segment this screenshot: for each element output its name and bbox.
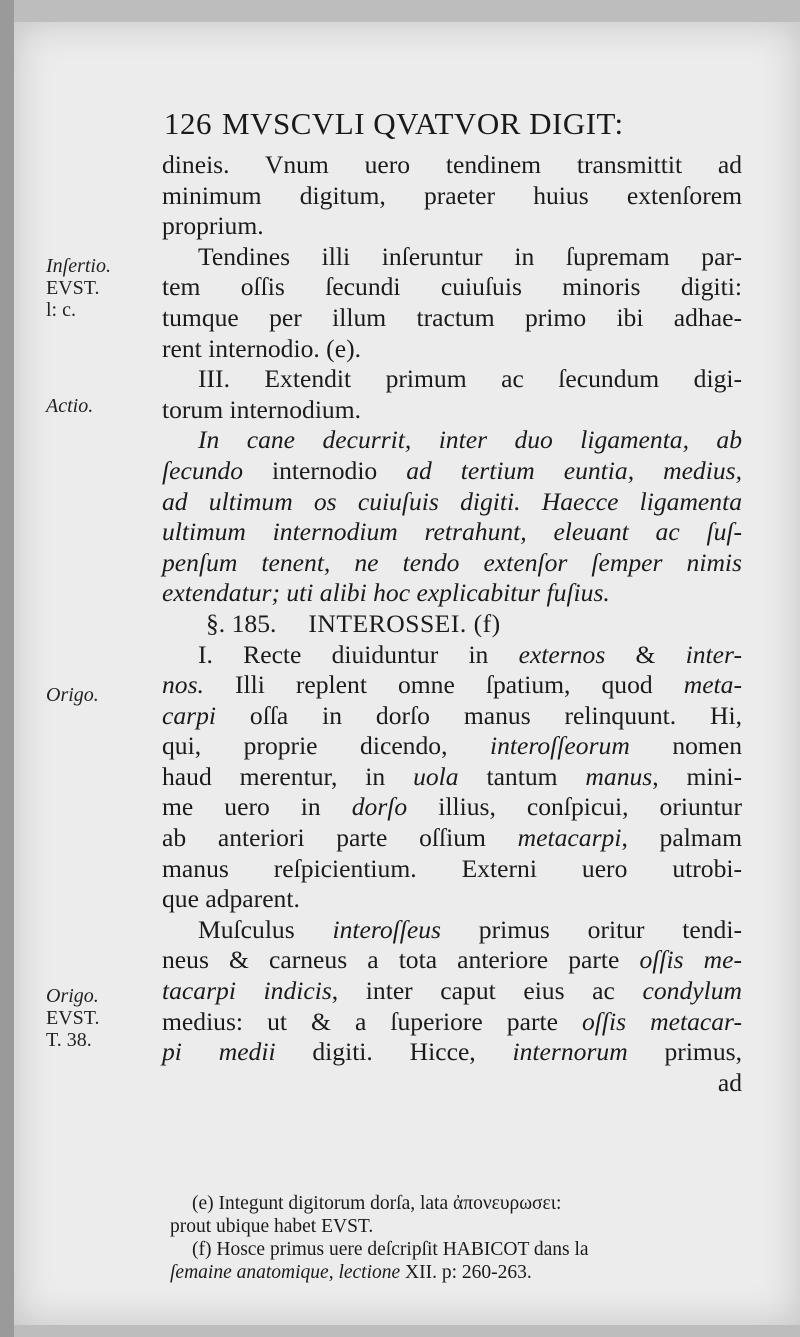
- text-roman: , inter caput eius ac: [331, 976, 643, 1006]
- text-line: tem oſſis ſecundi cuiuſuis minoris digiti:: [162, 272, 742, 302]
- section-heading: [162, 609, 742, 640]
- text-roman: qui, proprie dicendo,: [162, 731, 490, 761]
- margin-ref: T. 38.: [46, 1029, 92, 1051]
- footnote-e: (e) Integunt digitorum dorſa, lata ἀπονευρωσει:: [192, 1193, 562, 1214]
- text-roman: primus oritur tendi-: [441, 914, 742, 944]
- text-line: [162, 640, 742, 671]
- text-roman: ,: [328, 1262, 339, 1283]
- text-italic: carpi: [162, 700, 217, 730]
- text-line: [162, 456, 742, 487]
- text-roman: &: [605, 639, 686, 669]
- footnotes: [170, 1192, 742, 1284]
- footnote-e-cont: prout ubique habet EVST.: [170, 1216, 374, 1237]
- margin-ref: l: c.: [46, 299, 76, 321]
- running-header: [164, 106, 744, 142]
- text-italic: pi medii: [162, 1037, 276, 1067]
- text-line: III. Extendit primum ac ſecundum digi-: [198, 364, 742, 394]
- text-roman: neus & carneus a tota anteriore parte: [162, 945, 640, 975]
- text-line: minimum digitum, praeter huius extenſorem: [162, 180, 742, 210]
- footnote-f-cont: [170, 1261, 742, 1284]
- text-italic: inter-: [685, 639, 742, 669]
- text-roman: medius: ut & a ſuperiore parte: [162, 1006, 582, 1036]
- footnote-f: (f) Hosce primus uere deſcripſit HABICOT dans la: [192, 1239, 589, 1260]
- text-line: manus reſpicientium. Externi uero utrobi-: [162, 853, 742, 883]
- text-italic: lectione: [338, 1262, 401, 1283]
- scan-edge: [0, 0, 14, 1337]
- text-line: [162, 731, 742, 762]
- text-italic: manus: [585, 761, 653, 791]
- text-line: ad ultimum os cuiuſuis digiti. Haecce ligamenta: [162, 486, 742, 516]
- text-roman: , palmam: [621, 823, 742, 853]
- text-italic: condylum: [642, 976, 743, 1006]
- text-line: Tendines illi inſeruntur in ſupremam par-: [198, 241, 742, 271]
- text-italic: dorſo: [351, 792, 408, 822]
- text-italic: interoſſeorum: [490, 731, 630, 761]
- text-italic: metacarpi: [517, 823, 622, 853]
- text-roman: I. Recte diuiduntur in: [198, 639, 519, 669]
- margin-note-origo-2: [46, 985, 100, 1051]
- text-italic: internorum: [512, 1037, 628, 1067]
- text-italic: ſecundo: [162, 455, 244, 485]
- margin-ref: EVST.: [46, 277, 100, 299]
- text-line: In cane decurrit, inter duo ligamenta, ab: [198, 425, 742, 455]
- text-line: [162, 1007, 742, 1038]
- text-roman: Muſculus: [198, 914, 333, 944]
- section-title: INTEROSSEI. (f): [308, 608, 501, 638]
- text-italic: tacarpi indicis: [162, 976, 332, 1006]
- text-line: dineis. Vnum uero tendinem transmittit ad: [162, 150, 742, 179]
- text-line: [162, 792, 742, 823]
- text-italic: meta-: [683, 670, 742, 700]
- text-roman: oſſa in dorſo manus relinquunt. Hi,: [216, 700, 742, 730]
- margin-label-insertio: Inſertio.: [46, 255, 111, 277]
- text-line: proprium.: [162, 211, 264, 241]
- text-italic: uola: [413, 761, 459, 791]
- text-roman: illius, conſpicui, oriuntur: [407, 792, 742, 822]
- margin-label-origo: Origo.: [46, 985, 99, 1007]
- text-line: que adparent.: [162, 884, 300, 914]
- margin-note-origo: [46, 684, 99, 706]
- text-line: [162, 976, 742, 1007]
- text-line: [162, 762, 742, 793]
- page-number: 126: [164, 106, 212, 141]
- text-roman: me uero in: [162, 792, 352, 822]
- main-text: [162, 150, 742, 1098]
- text-italic: ad tertium euntia, medius,: [406, 455, 742, 485]
- text-roman: haud merentur, in: [162, 761, 414, 791]
- catchword: ad: [717, 1067, 742, 1097]
- text-line: torum internodium.: [162, 394, 362, 424]
- text-roman: Illi replent omne ſpatium, quod: [203, 670, 684, 700]
- text-roman: nomen: [629, 731, 742, 761]
- text-italic: oſſis metacar-: [581, 1006, 742, 1036]
- text-roman: ab anteriori parte oſſium: [162, 823, 518, 853]
- text-line: extendatur; uti alibi hoc explicabitur fuſius.: [162, 578, 610, 608]
- text-line: [162, 823, 742, 854]
- text-line: [162, 670, 742, 701]
- text-line: penſum tenent, ne tendo extenſor ſemper nimis: [162, 547, 742, 577]
- margin-ref: EVST.: [46, 1007, 100, 1029]
- running-title: MVSCVLI QVATVOR DIGIT:: [222, 106, 624, 141]
- text-roman: XII. p: 260-263.: [400, 1262, 532, 1283]
- margin-label-actio: Actio.: [46, 395, 94, 417]
- text-line: rent internodio. (e).: [162, 333, 361, 363]
- text-roman: primus,: [627, 1037, 742, 1067]
- text-line: tumque per illum tractum primo ibi adhae-: [162, 302, 742, 332]
- text-line: [162, 701, 742, 732]
- section-number: §. 185.: [206, 608, 277, 638]
- margin-note-actio: [46, 395, 93, 417]
- text-line: [162, 945, 742, 976]
- text-roman: digiti. Hicce,: [275, 1037, 513, 1067]
- text-line: ultimum internodium retrahunt, eleuant ac ſuſ-: [162, 517, 742, 547]
- text-roman: internodio: [243, 455, 407, 485]
- text-italic: ſemaine anatomique: [170, 1262, 329, 1283]
- text-italic: interoſſeus: [332, 914, 441, 944]
- text-italic: nos.: [162, 670, 204, 700]
- text-line: [162, 915, 742, 946]
- text-italic: oſſis me-: [639, 945, 742, 975]
- margin-note-insertio: [46, 255, 111, 321]
- text-roman: tantum: [458, 761, 586, 791]
- text-italic: externos: [518, 639, 606, 669]
- text-line: [162, 1037, 742, 1068]
- text-roman: , mini-: [652, 761, 742, 791]
- margin-label-origo: Origo.: [46, 684, 99, 706]
